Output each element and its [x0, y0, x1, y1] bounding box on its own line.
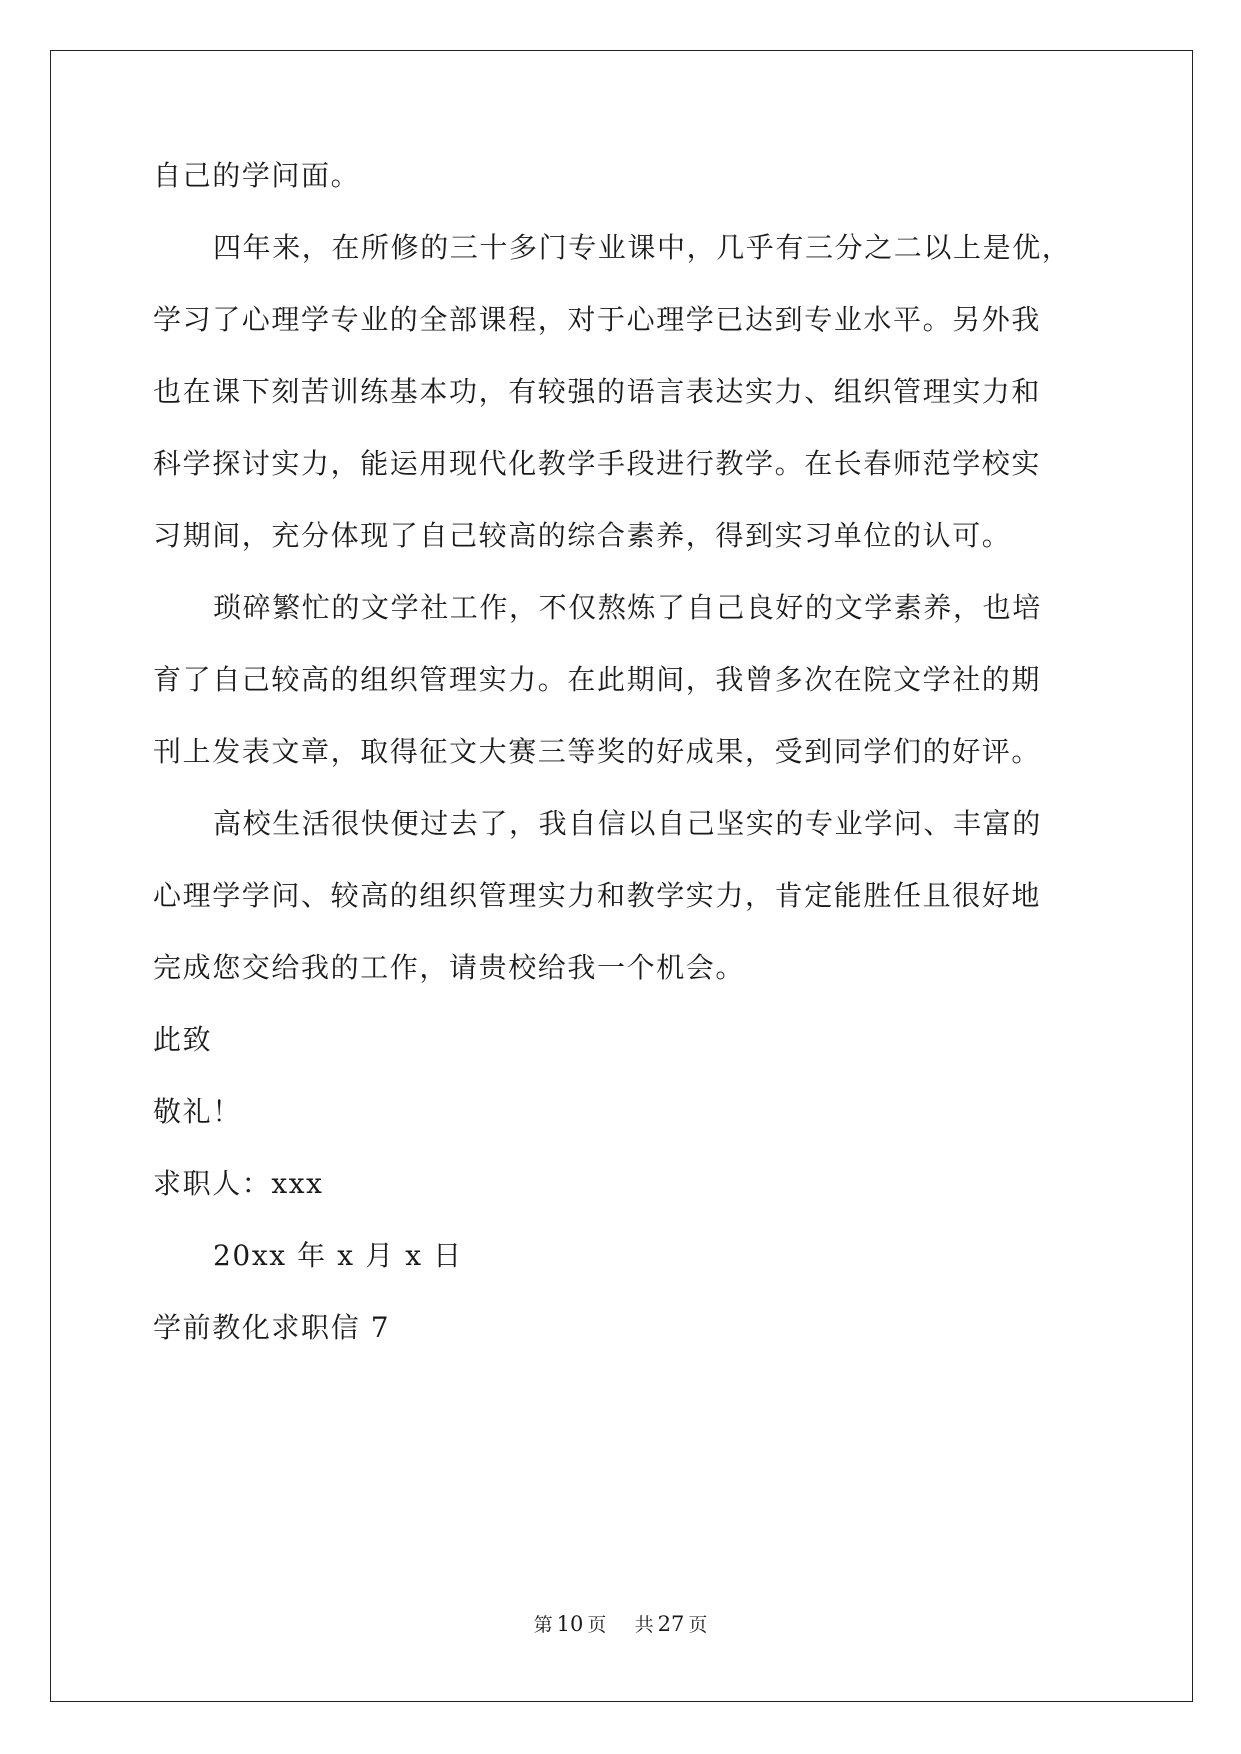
page-suffix: 页: [587, 1614, 607, 1636]
page-footer: [0, 1612, 1241, 1637]
closing-salutation: 此致: [153, 1023, 213, 1056]
total-suffix: 页: [688, 1614, 708, 1636]
applicant-signature: 求职人：xxx: [153, 1167, 324, 1200]
text-line: 学习了心理学专业的全部课程，对于心理学已达到专业水平。另外我: [153, 303, 1042, 336]
page-prefix: 第: [533, 1614, 553, 1636]
text-line: 心理学学问、较高的组织管理实力和教学实力，肯定能胜任且很好地: [153, 879, 1042, 912]
closing-regards: 敬礼！: [153, 1095, 242, 1128]
text-line: 育了自己较高的组织管理实力。在此期间，我曾多次在院文学社的期: [153, 663, 1042, 696]
page-number: 10: [556, 1612, 584, 1636]
letter-date: 20xx 年 x 月 x 日: [213, 1239, 463, 1272]
total-pages: 27: [657, 1612, 685, 1636]
section-heading: 学前教化求职信 7: [153, 1311, 391, 1344]
page-border: [50, 50, 1193, 1702]
text-line: 科学探讨实力，能运用现代化教学手段进行教学。在长春师范学校实: [153, 447, 1042, 480]
text-line: 习期间，充分体现了自己较高的综合素养，得到实习单位的认可。: [153, 519, 1012, 552]
text-line: 高校生活很快便过去了，我自信以自己坚实的专业学问、丰富的: [213, 807, 1042, 840]
text-line: 刊上发表文章，取得征文大赛三等奖的好成果，受到同学们的好评。: [153, 735, 1042, 768]
text-line: 琐碎繁忙的文学社工作，不仅熬炼了自己良好的文学素养，也培: [213, 591, 1042, 624]
text-line: 四年来，在所修的三十多门专业课中，几乎有三分之二以上是优，: [213, 231, 1072, 264]
text-line: 完成您交给我的工作，请贵校给我一个机会。: [153, 951, 746, 984]
total-prefix: 共: [634, 1614, 654, 1636]
text-line: 也在课下刻苦训练基本功，有较强的语言表达实力、组织管理实力和: [153, 375, 1042, 408]
text-line: 自己的学问面。: [153, 159, 361, 192]
